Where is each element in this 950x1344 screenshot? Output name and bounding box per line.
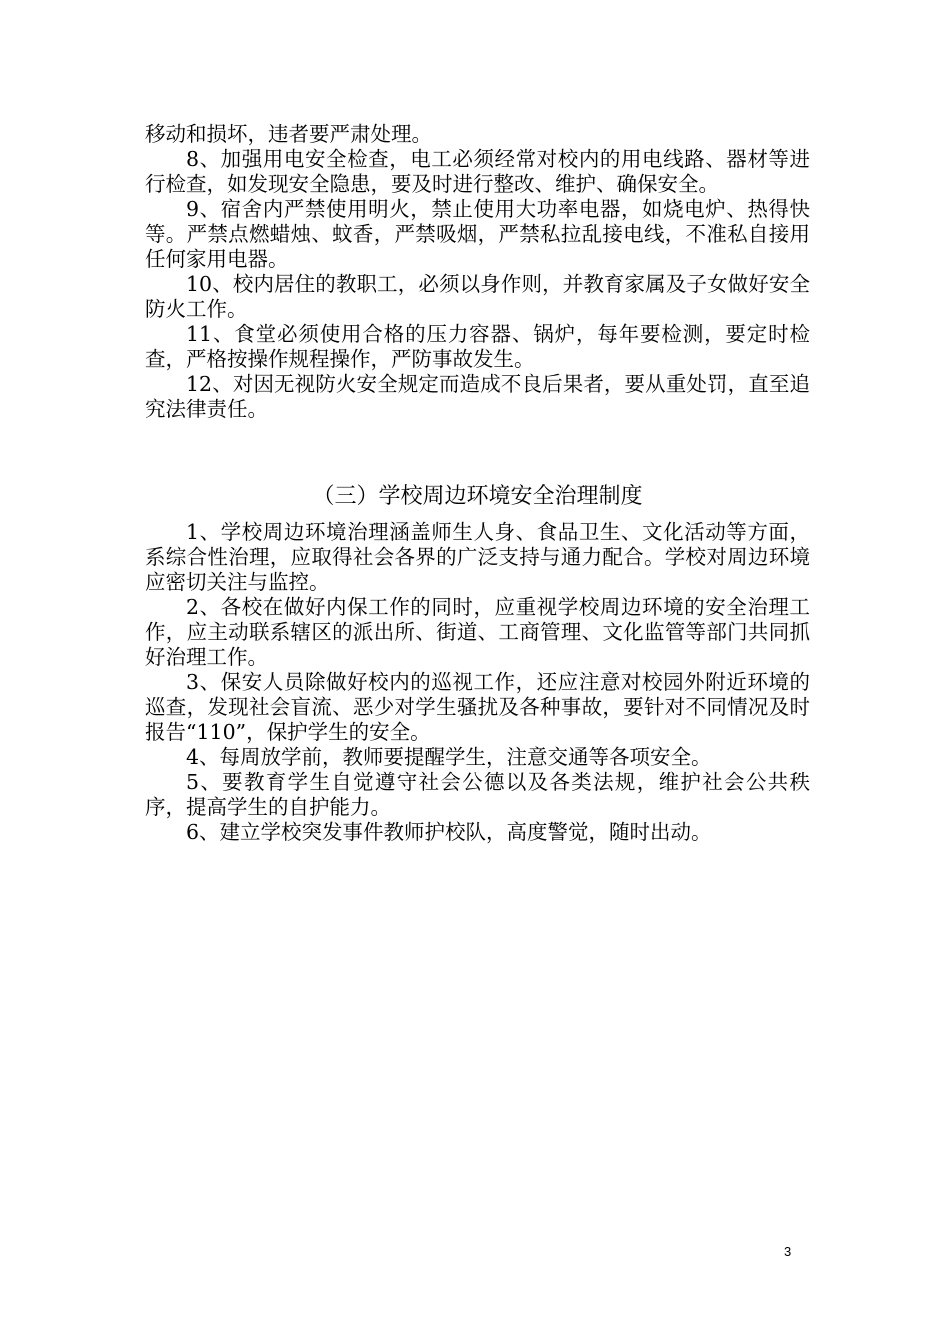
paragraph-item-2: 2、各校在做好内保工作的同时，应重视学校周边环境的安全治理工作，应主动联系辖区的派出所、街道、工商管理、文化监管等部门共同抓好治理工作。 [145, 595, 810, 669]
paragraph-item-5: 5、要教育学生自觉遵守社会公德以及各类法规，维护社会公共秩序，提高学生的自护能力。 [145, 770, 810, 819]
paragraph-continuation: 移动和损坏，违者要严肃处理。 [145, 122, 432, 146]
paragraph-rule-9: 9、宿舍内严禁使用明火，禁止使用大功率电器，如烧电炉、热得快等。严禁点燃蜡烛、蚊香，严禁吸烟，严禁私拉乱接电线，不准私自接用任何家用电器。 [145, 197, 810, 271]
surrounding-environment-rules [145, 520, 810, 845]
paragraph-item-3: 3、保安人员除做好校内的巡视工作，还应注意对校园外附近环境的巡查，发现社会盲流、恶少对学生骚扰及各种事故，要针对不同情况及时报告“110”，保护学生的安全。 [145, 670, 810, 744]
paragraph-rule-11: 11、食堂必须使用合格的压力容器、锅炉，每年要检测，要定时检查，严格按操作规程操作，严防事故发生。 [145, 322, 810, 371]
paragraph-rule-8: 8、加强用电安全检查，电工必须经常对校内的用电线路、器材等进行检查，如发现安全隐患，要及时进行整改、维护、确保安全。 [145, 147, 810, 196]
paragraph-item-4: 4、每周放学前，教师要提醒学生，注意交通等各项安全。 [186, 745, 712, 769]
paragraph-rule-10: 10、校内居住的教职工，必须以身作则，并教育家属及子女做好安全防火工作。 [145, 272, 810, 321]
page-number: 3 [784, 1244, 792, 1259]
paragraph-item-1: 1、学校周边环境治理涵盖师生人身、食品卫生、文化活动等方面，系综合性治理，应取得社会各界的广泛支持与通力配合。学校对周边环境应密切关注与监控。 [145, 520, 810, 594]
fire-safety-rules-continued [145, 122, 810, 422]
paragraph-item-6: 6、建立学校突发事件教师护校队，高度警觉，随时出动。 [186, 820, 712, 844]
section-title: （三）学校周边环境安全治理制度 [312, 484, 643, 509]
paragraph-rule-12: 12、对因无视防火安全规定而造成不良后果者，要从重处罚，直至追究法律责任。 [145, 372, 810, 421]
